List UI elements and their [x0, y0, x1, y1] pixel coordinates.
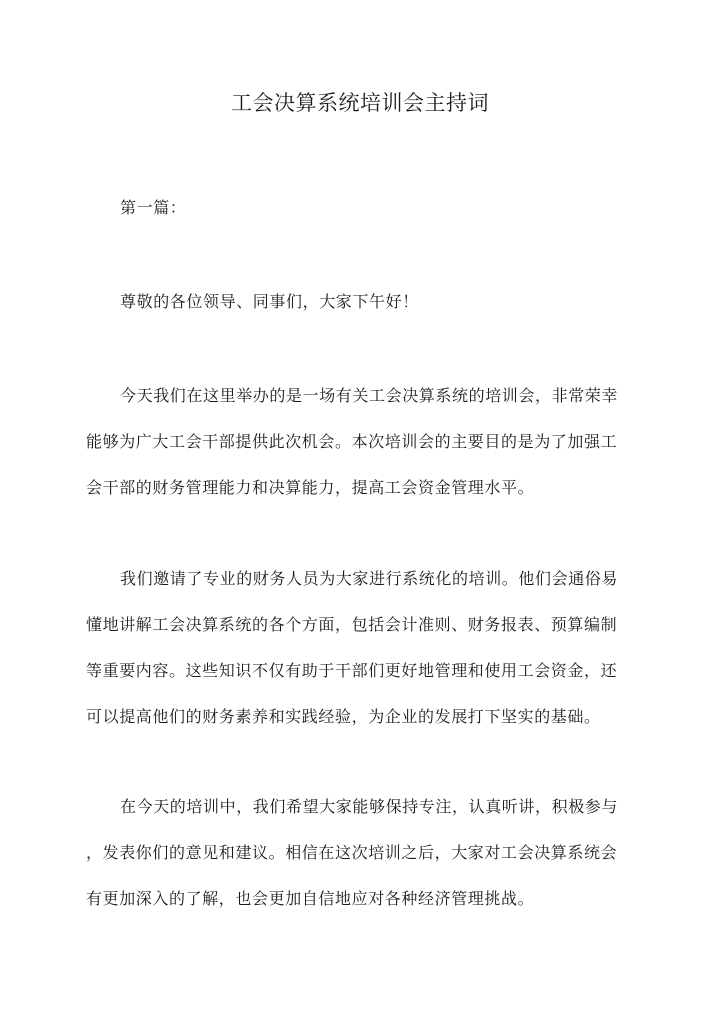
- paragraph-line: 我们邀请了专业的财务人员为大家进行系统化的培训。他们会通俗易: [120, 569, 619, 588]
- paragraph-line: 在今天的培训中，我们希望大家能够保持专注，认真听讲，积极参与: [120, 797, 619, 816]
- paragraph-line: 等重要内容。这些知识不仅有助于干部们更好地管理和使用工会资金，还: [86, 661, 618, 680]
- paragraph-line: 懂地讲解工会决算系统的各个方面，包括会计准则、财务报表、预算编制: [86, 615, 618, 634]
- paragraph-line: 今天我们在这里举办的是一场有关工会决算系统的培训会，非常荣幸: [120, 386, 619, 405]
- paragraph-line: 有更加深入的了解，也会更加自信地应对各种经济管理挑战。: [86, 889, 535, 908]
- body-paragraph-1: [86, 373, 634, 511]
- body-paragraph-3: [86, 784, 634, 922]
- paragraph-line: 会干部的财务管理能力和决算能力，提高工会资金管理水平。: [86, 478, 535, 497]
- greeting-paragraph: [86, 279, 634, 325]
- body-paragraph-2: [86, 556, 634, 740]
- paragraph-line: 可以提高他们的财务素养和实践经验，为企业的发展打下坚实的基础。: [86, 707, 601, 726]
- paragraph-line: 能够为广大工会干部提供此次机会。本次培训会的主要目的是为了加强工: [86, 432, 618, 451]
- section-label-paragraph: [86, 185, 634, 231]
- greeting-text: 尊敬的各位领导、同事们，大家下午好！: [120, 292, 419, 311]
- section-label: 第一篇：: [120, 198, 187, 217]
- document-title: 工会决算系统培训会主持词: [231, 91, 489, 115]
- paragraph-line: ，发表你们的意见和建议。相信在这次培训之后，大家对工会决算系统会: [86, 843, 618, 862]
